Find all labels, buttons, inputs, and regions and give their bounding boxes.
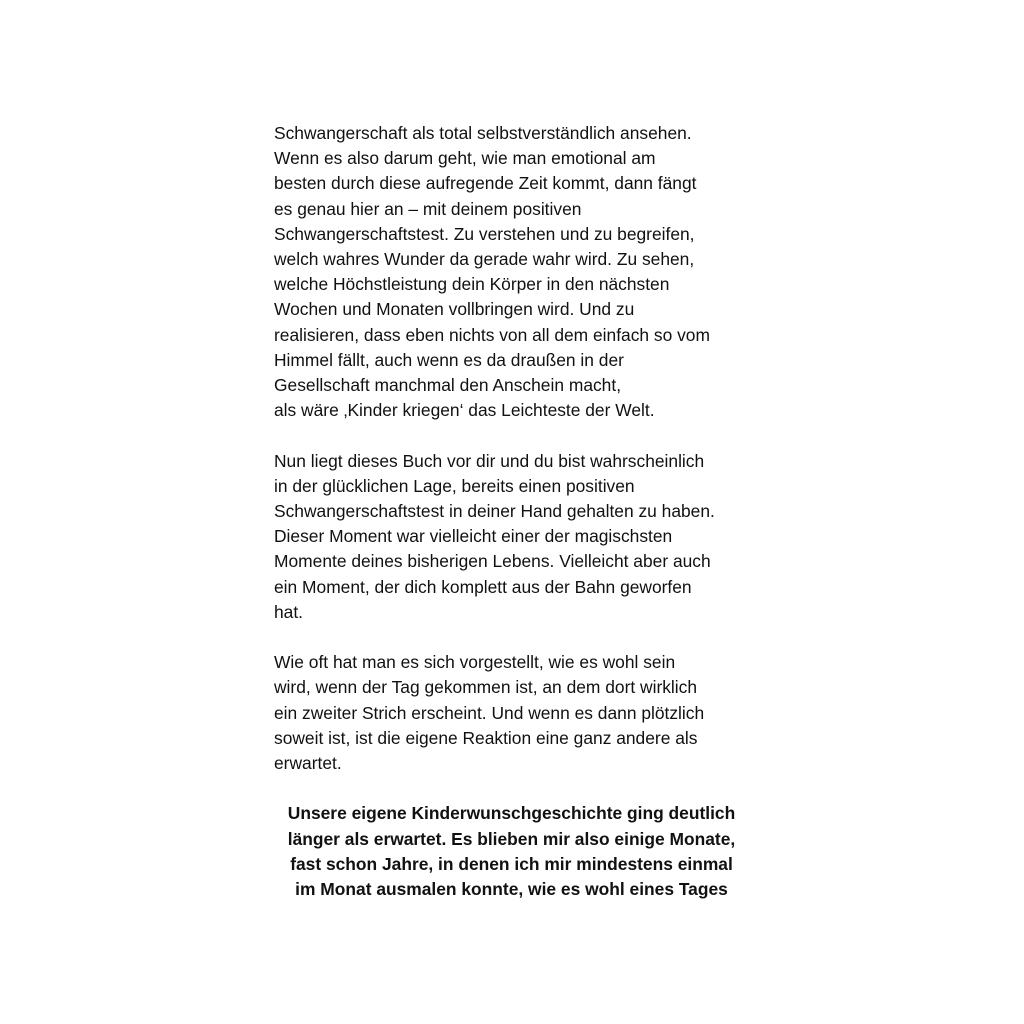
text-line: Wenn es also darum geht, wie man emotional am (274, 148, 656, 169)
text-line: Schwangerschaft als total selbstverständlich ansehen. (274, 123, 692, 143)
text-line: Dieser Moment war vielleicht einer der magischsten (274, 526, 673, 547)
text-line: Gesellschaft manchmal den Anschein macht, (274, 375, 622, 396)
text-line: ein Moment, der dich komplett aus der Bahn geworfen (274, 576, 692, 597)
text-line: ein zweiter Strich erscheint. Und wenn es dann plötzlich (274, 702, 705, 723)
text-line: in der glücklichen Lage, bereits einen positiven (274, 475, 635, 496)
text-line: welch wahres Wunder da gerade wahr wird. Zu sehen, (274, 249, 695, 270)
text-line: Nun liegt dieses Buch vor dir und du bist wahrscheinlich (274, 450, 705, 471)
text-line: Schwangerschaftstest. Zu verstehen und zu begreifen, (274, 223, 695, 244)
text-line: welche Höchstleistung dein Körper in den nächsten (274, 274, 670, 295)
body-text (274, 121, 774, 902)
text-line: es genau hier an – mit deinem positiven (274, 198, 582, 219)
text-line: fast schon Jahre, in denen ich mir mindestens einmal (290, 853, 733, 874)
text-line: hat. (274, 601, 304, 622)
text-line: soweit ist, ist die eigene Reaktion eine ganz andere als (274, 727, 698, 748)
paragraph-1 (274, 121, 774, 423)
paragraph-3 (274, 650, 774, 776)
text-line: realisieren, dass eben nichts von all dem einfach so vom (274, 324, 710, 345)
paragraph-4-bold (274, 801, 749, 902)
text-line: Himmel fällt, auch wenn es da draußen in der (274, 349, 624, 370)
text-line: wird, wenn der Tag gekommen ist, an dem dort wirklich (274, 677, 698, 698)
text-line: länger als erwartet. Es blieben mir also einige Monate, (287, 828, 736, 849)
text-line: Momente deines bisherigen Lebens. Vielleicht aber auch (274, 551, 711, 572)
text-line: Wochen und Monaten vollbringen wird. Und zu (274, 299, 635, 320)
text-line: besten durch diese aufregende Zeit kommt, dann fängt (274, 173, 697, 194)
text-line: im Monat ausmalen konnte, wie es wohl eines Tages (295, 879, 728, 900)
paragraph-2 (274, 449, 774, 625)
text-line: Wie oft hat man es sich vorgestellt, wie es wohl sein (274, 652, 676, 673)
text-line: als wäre ‚Kinder kriegen‘ das Leichteste der Welt. (274, 400, 655, 421)
text-line: Unsere eigene Kinderwunschgeschichte ging deutlich (287, 803, 736, 824)
text-line: Schwangerschaftstest in deiner Hand gehalten zu haben. (274, 501, 715, 522)
text-line: erwartet. (274, 753, 342, 774)
